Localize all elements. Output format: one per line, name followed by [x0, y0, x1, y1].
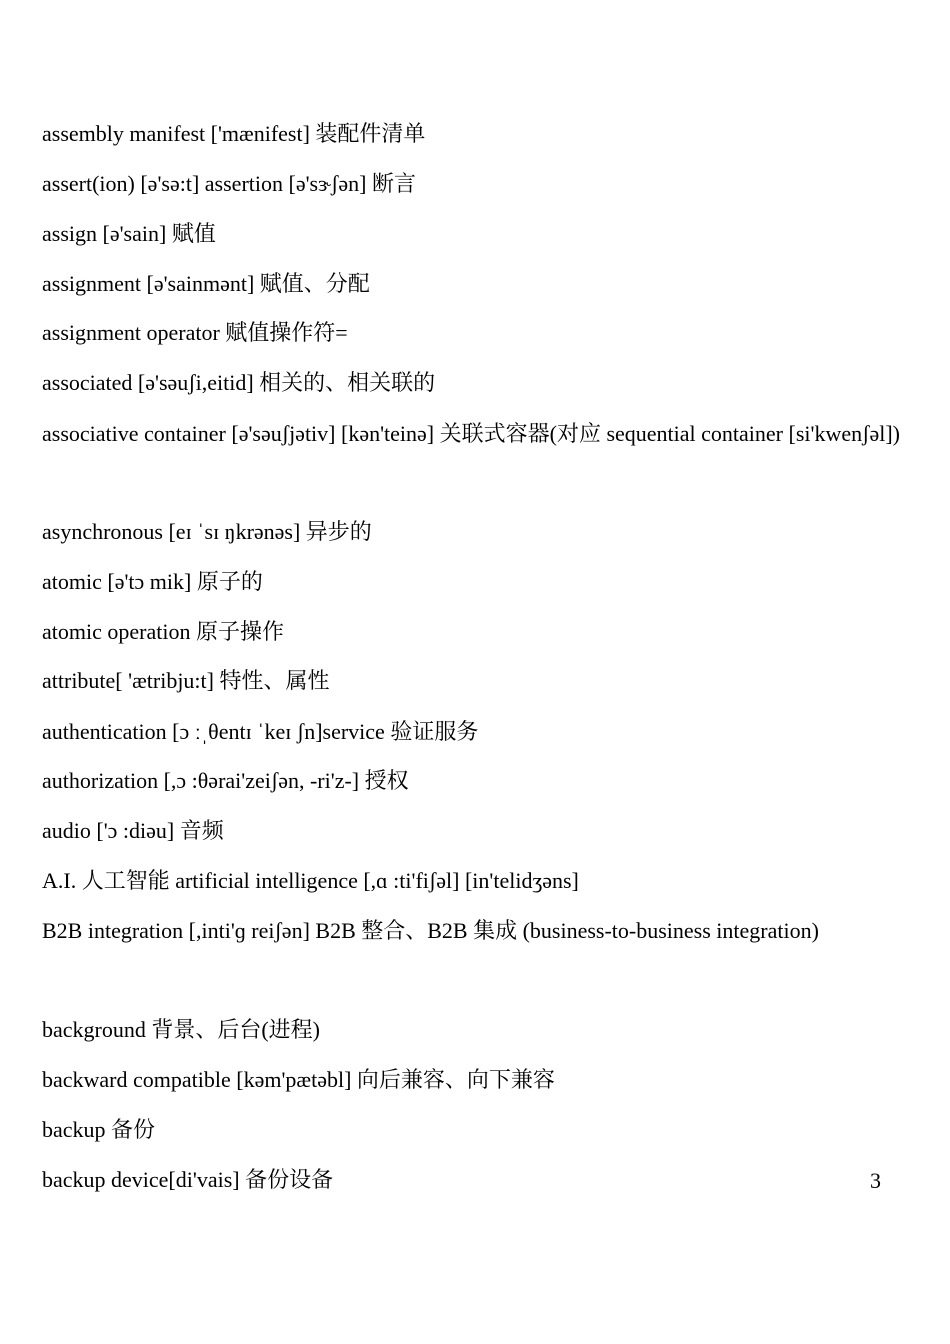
glossary-entry: assembly manifest ['mænifest] 装配件清单 — [42, 121, 426, 146]
glossary-entry: assignment operator 赋值操作符= — [42, 320, 348, 345]
glossary-entry: A.I. 人工智能 artificial intelligence [,ɑ :ti'fiʃəl] [in'telidʒəns] — [42, 868, 579, 893]
glossary-entry: authentication [ɔ ːˌθentɪ ˈkeɪ ʃn]service 验证服务 — [42, 719, 479, 744]
glossary-entry: assert(ion) [ə'sə:t] assertion [ə'sɝʃən] 断言 — [42, 171, 416, 196]
glossary-entry: associated [ə'səuʃi,eitid] 相关的、相关联的 — [42, 370, 436, 395]
glossary-entry: assignment [ə'sainmənt] 赋值、分配 — [42, 271, 370, 296]
glossary-entry: audio ['ɔ :diəu] 音频 — [42, 818, 224, 843]
glossary-entry: B2B integration [,inti'ɡ reiʃən] B2B 整合、B2B 集成 (business-to-business integration) — [42, 918, 819, 943]
glossary-entry: asynchronous [eɪ ˈsɪ ŋkrənəs] 异步的 — [42, 519, 372, 544]
glossary-entry: backup 备份 — [42, 1117, 156, 1142]
glossary-entry: backward compatible [kəm'pætəbl] 向后兼容、向下兼容 — [42, 1067, 555, 1092]
glossary-entry: attribute[ 'ætribju:t] 特性、属性 — [42, 668, 330, 693]
glossary-entry: backup device[di'vais] 备份设备 — [42, 1167, 334, 1192]
glossary-entry: background 背景、后台(进程) — [42, 1017, 321, 1042]
glossary-entry: atomic operation 原子操作 — [42, 619, 284, 644]
glossary-entry: authorization [,ɔ :θərai'zeiʃən, -ri'z-] 授权 — [42, 768, 409, 793]
glossary-entry: associative container [ə'səuʃjətiv] [kən'teinə] 关联式容器(对应 sequential container [si'kwenʃəl]) — [42, 421, 900, 446]
glossary-entry: assign [ə'sain] 赋值 — [42, 221, 216, 246]
glossary-entry: atomic [ə'tɔ mik] 原子的 — [42, 569, 263, 594]
page-number: 3 — [870, 1168, 881, 1193]
